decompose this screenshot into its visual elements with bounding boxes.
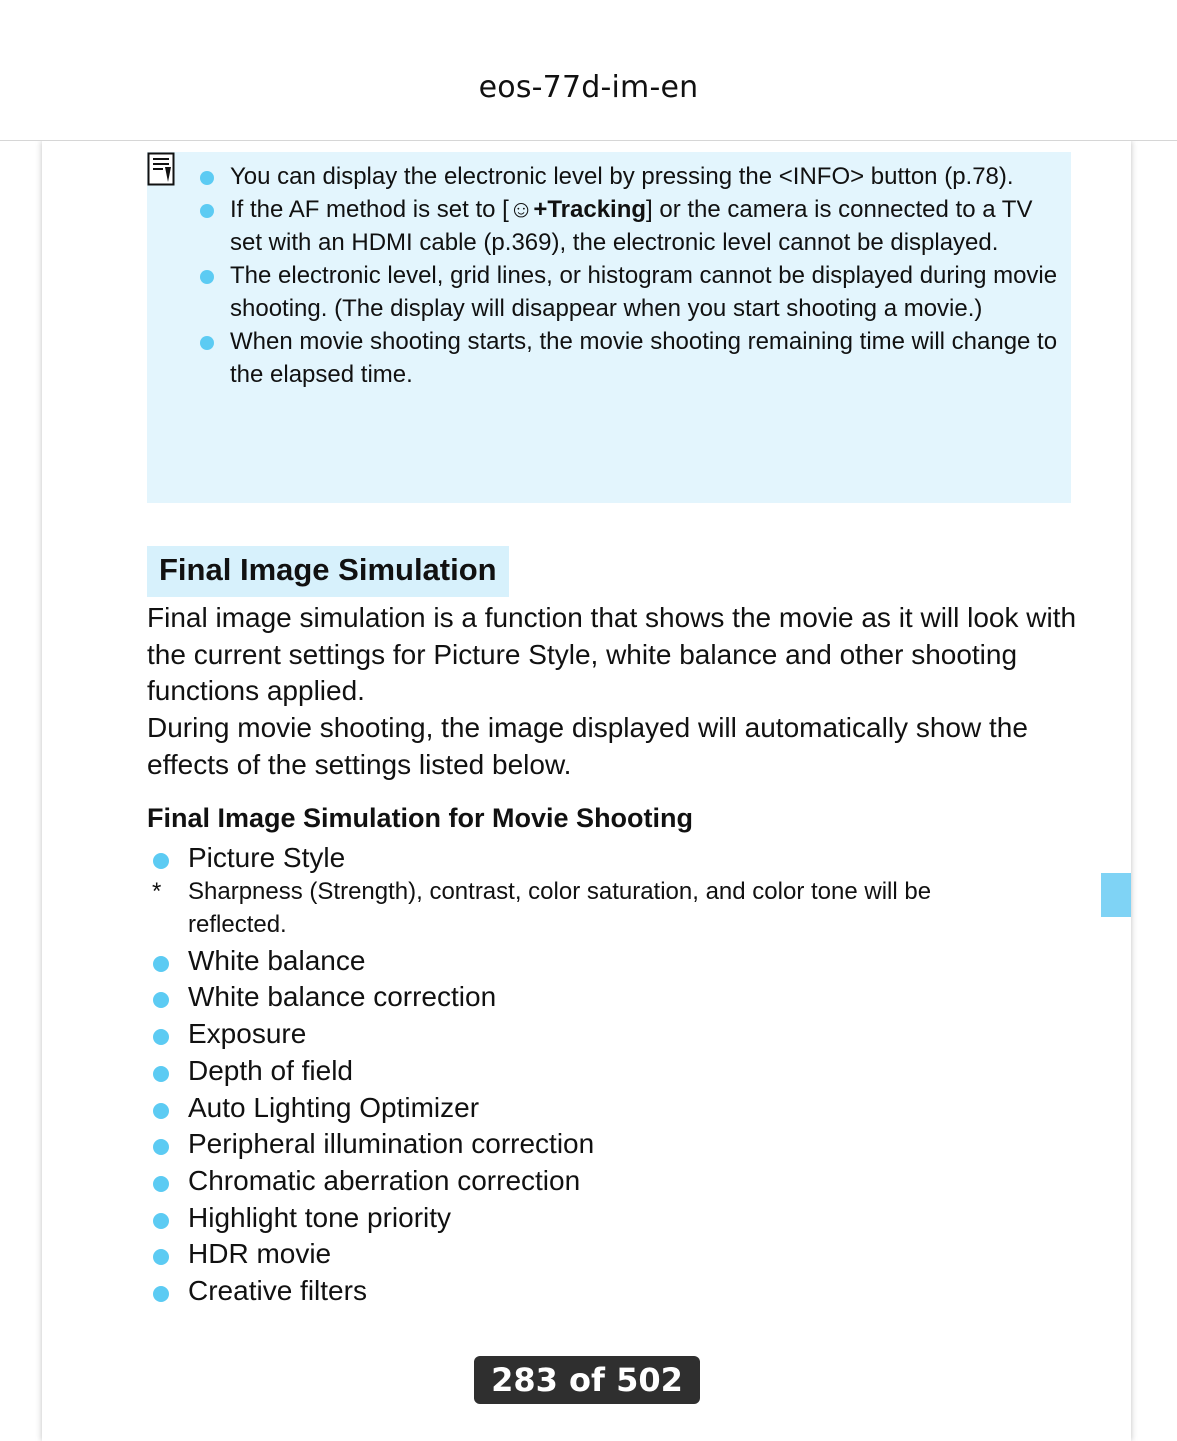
bullet-icon <box>153 1139 169 1155</box>
bullet-icon <box>200 270 214 284</box>
bullet-icon <box>153 1213 169 1229</box>
bullet-icon <box>153 1029 169 1045</box>
list-item-label: White balance <box>188 944 366 976</box>
document-title: eos-77d-im-en <box>478 70 699 105</box>
note-item-text: You can display the electronic level by pressing the <INFO> button (p.78). <box>230 163 1014 190</box>
note-item-text: The electronic level, grid lines, or histogram cannot be displayed during movie shooting. (The display will disappear when you start shooting a movie.) <box>230 262 1058 322</box>
simulation-settings-list <box>152 840 1008 1310</box>
list-item-label: Depth of field <box>188 1054 353 1086</box>
intro-paragraph: Final image simulation is a function that shows the movie as it will look with the current settings for Picture Style, white balance and other shooting functions applied. <box>147 602 1077 707</box>
list-item-label: Exposure <box>188 1018 307 1050</box>
bullet-icon <box>153 853 169 869</box>
list-item-label: Picture Style <box>188 842 346 873</box>
bullet-icon <box>153 1286 169 1302</box>
intro-paragraph: During movie shooting, the image displayed will automatically show the effects of the settings listed below. <box>147 712 1028 780</box>
list-item-label: White balance correction <box>188 981 497 1013</box>
list-item-label: HDR movie <box>188 1238 332 1270</box>
list-item <box>152 1016 1008 1053</box>
note-item-text: If the AF method is set to [☺+Tracking] or the camera is connected to a TV set with an HDMI cable (p.369), the electronic level cannot be displayed. <box>230 196 1033 256</box>
memo-note-icon <box>147 152 175 188</box>
bullet-icon <box>200 204 214 218</box>
list-item-label: Highlight tone priority <box>188 1201 452 1233</box>
chapter-side-tab[interactable] <box>1101 873 1131 917</box>
bullet-icon <box>153 1066 169 1082</box>
list-item <box>152 1163 1008 1200</box>
list-item-label: Peripheral illumination correction <box>188 1128 595 1160</box>
note-item <box>198 259 1058 325</box>
footnote <box>152 875 1008 941</box>
list-item <box>152 979 1008 1016</box>
page-indicator: 283 of 502 <box>474 1356 700 1404</box>
section-intro <box>147 600 1077 784</box>
note-item <box>198 160 1058 193</box>
footnote-text: Sharpness (Strength), contrast, color saturation, and color tone will be reflected. <box>188 877 932 938</box>
list-item-label: Auto Lighting Optimizer <box>188 1091 480 1123</box>
note-item <box>198 325 1058 391</box>
list-item-label: Chromatic aberration correction <box>188 1164 581 1196</box>
note-item <box>198 193 1058 259</box>
bullet-icon <box>200 171 214 185</box>
list-item <box>152 840 1008 877</box>
bullet-icon <box>153 992 169 1008</box>
bullet-icon <box>153 1176 169 1192</box>
section-heading: Final Image Simulation <box>147 546 509 597</box>
bullet-icon <box>153 956 169 972</box>
bullet-icon <box>200 336 214 350</box>
list-item <box>152 1126 1008 1163</box>
note-item-text: When movie shooting starts, the movie shooting remaining time will change to the elapsed time. <box>230 328 1058 388</box>
footnote-marker: * <box>152 877 162 905</box>
list-item <box>152 1200 1008 1237</box>
list-item <box>152 1090 1008 1127</box>
bullet-icon <box>153 1103 169 1119</box>
list-item <box>152 1053 1008 1090</box>
list-item <box>152 1236 1008 1273</box>
list-item-label: Creative filters <box>188 1275 367 1307</box>
subsection-heading: Final Image Simulation for Movie Shooting <box>147 803 694 833</box>
list-item <box>152 943 1008 980</box>
list-item <box>152 1273 1008 1310</box>
document-header <box>0 0 1177 141</box>
note-list <box>198 160 1058 391</box>
bullet-icon <box>153 1249 169 1265</box>
